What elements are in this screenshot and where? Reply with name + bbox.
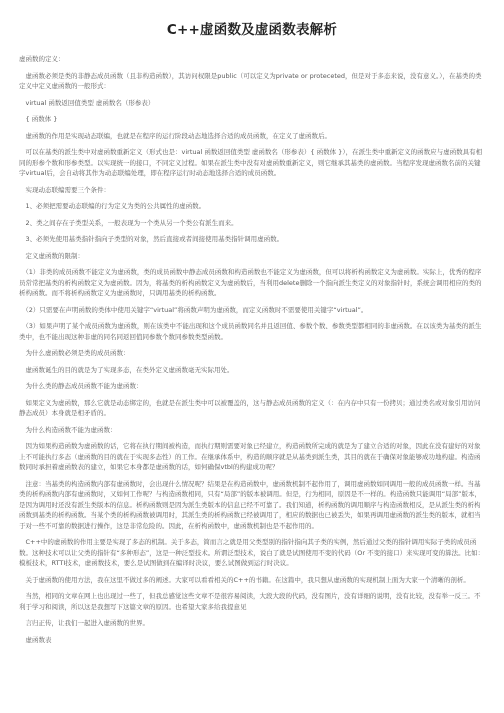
paragraph: C++中的虚函数的作用主要是实现了多态的机制。关于多态，简而言之就是用父类型别的指针指向其子类的实例，然后通过父类的指针调用实际子类的成员函数。这种技术可以让父类的指针有“多种形态”，这是一种泛型技术。所谓泛型技术，说白了就是试图使用不变的代码（Or 不变的接口）来实现可变的算法。比如：模板技术，RTTI技术，虚函数技术，要么是试图做到在编译时决议，要么试图做到运行时决议。 <box>19 538 485 567</box>
paragraph: 虚函数诞生的目的就是为了实现多态，在类外定义虚函数毫无实际用处。 <box>19 365 234 374</box>
paragraph: 当然，相同的文章在网上也出现过一些了，但我总感觉这些文章不是很容易阅读，大段大段的代码，没有图片，没有详细的说明，没有比较，没有举一反三。不利于学习和阅读，所以这是我想写下这篇文章的原因。也希望大家多给我提意见 <box>19 592 481 611</box>
section-heading: 为什么构造函数不能为虚函数： <box>19 425 117 434</box>
paragraph: 定义虚函数的限制： <box>19 251 84 260</box>
paragraph: 虚函数的定义： <box>19 55 65 63</box>
paragraph: { 函数体 } <box>19 115 58 123</box>
paragraph: 注意：当基类的构造函数内部有虚函数时，会出现什么情况呢？结果是在构造函数中，虚函数机制不起作用了，调用虚函数如同调用一般的成员函数一样。当基类的析构函数内部有虚函数时，又如何工作呢？与构造函数相同，只有“局部”的版本被调用。但是，行为相同，原因是不一样的。构造函数只能调用“局部”版本，是因为调用时还没有派生类版本的信息。析构函数则是因为派生类版本的信息已经不可靠了。我们知道，析构函数的调用顺序与构造函数相反，是从派生类的析构函数到基类的析构函数。当某个类的析构函数被调用时，其派生类的析构函数已经被调用了，相应的数据也已被丢失，如果再调用虚函数的派生类的版本，就相当于对一些不可靠的数据进行操作，这是非常危险的。因此，在析构函数中，虚函数机制也是不起作用的。 <box>19 479 481 530</box>
paragraph: virtual 函数返回值类型 虚函数名（形参表） <box>19 98 155 107</box>
paragraph: 言归正传，让我们一起进入虚函数的世界。 <box>19 619 149 627</box>
paragraph: 实现动态联编需要三个条件： <box>19 185 110 194</box>
paragraph: （2）只需要在声明函数的类体中使用关键字“virtual”将函数声明为虚函数，而定义函数时不需要使用关键字“virtual”。 <box>19 305 368 314</box>
page-title: C++虚函数及虚函数表解析 <box>166 22 338 38</box>
list-item: 2、类之间存在子类型关系，一般表现为一个类从另一个类公有派生而来。 <box>19 218 238 227</box>
section-heading: 为什么虚函数必须是类的成员函数： <box>19 349 130 357</box>
list-item: 1、必须把需要动态联编的行为定义为类的公共属性的虚函数。 <box>19 202 206 210</box>
paragraph: 关于虚函数的使用方法，我在这里不做过多的阐述。大家可以看看相关的C++的书籍。在这篇中，我只想从虚函数的实现机制上面为大家一个清晰的剖析。 <box>19 575 470 584</box>
paragraph: （1）非类的成员函数不能定义为虚函数，类的成员函数中静态成员函数和构造函数也不能定义为虚函数，但可以将析构函数定义为虚函数。实际上，优秀的程序员常常把基类的析构函数定义为虚函数。因为，将基类的析构函数定义为虚函数后，当利用delete删除一个指向派生类定义的对象指针时，系统会调用相应的类的析构函数。而不将析构函数定义为虚函数时，只调用基类的析构函数。 <box>19 268 482 297</box>
paragraph: 因为如果构造函数为虚函数的话，它将在执行期间被构造，而执行期则需要对象已经建立，构造函数所完成的就是为了建立合适的对象，因此在没有建好的对象上不可能执行多态（虚函数的目的就在于实现多态性）的工作。在继承体系中，构造的顺序就是从基类到派生类，其目的就在于确保对象能够成功地构建。构造函数同时承担着虚函数表的建立，如果它本身都是虚函数的话，如何确保vtbl的构建成功呢？ <box>19 442 481 471</box>
paragraph: 虚函数必须是类的非静态成员函数（且非构造函数），其访问权限是public（可以定义为private or proteceted，但是对于多态来说，没有意义。），在基类的类定义中定义虚函数的一般形式： <box>19 71 482 90</box>
paragraph: 虚函数的作用是实现动态联编，也就是在程序的运行阶段动态地选择合适的成员函数，在定义了虚函数后。 <box>19 131 331 140</box>
paragraph: 如果定义为虚函数，那么它就是动态绑定的，也就是在派生类中可以被覆盖的，这与静态成员函数的定义（：在内存中只有一份拷贝；通过类名或对象引用访问静态成员）本身就是相矛盾的。 <box>19 398 481 417</box>
section-heading: 为什么类的静态成员函数不能为虚函数： <box>19 382 143 390</box>
list-item: 3、必须先使用基类指针指向子类型的对象，然后直接或者间接使用基类指针调用虚函数。 <box>19 235 284 243</box>
section-heading: 虚函数表 <box>19 635 52 644</box>
paragraph: 可以在基类的派生类中对虚函数重新定义（形式也是：virtual 函数返回值类型 虚函数名（形参表）{ 函数体 }），在派生类中重新定义的函数应与虚函数具有相同的形参个数和形参类型。以实现统一的接口，不同定义过程。如果在派生类中没有对虚函数重新定义，则它继承其基类的虚函数。当程序发现虚函数名前的关键字virtual后，会自动将其作为动态联编处理，即在程序运行时动态地选择合适的成员函数。 <box>19 148 483 177</box>
paragraph: （3）如果声明了某个成员函数为虚函数，则在该类中不能出现和这个成员函数同名并且返回值、参数个数、参数类型都相同的非虚函数。在以该类为基类的派生类中，也不能出现这种非虚的同名同返回值同参数个数同参数类型函数。 <box>19 322 482 341</box>
